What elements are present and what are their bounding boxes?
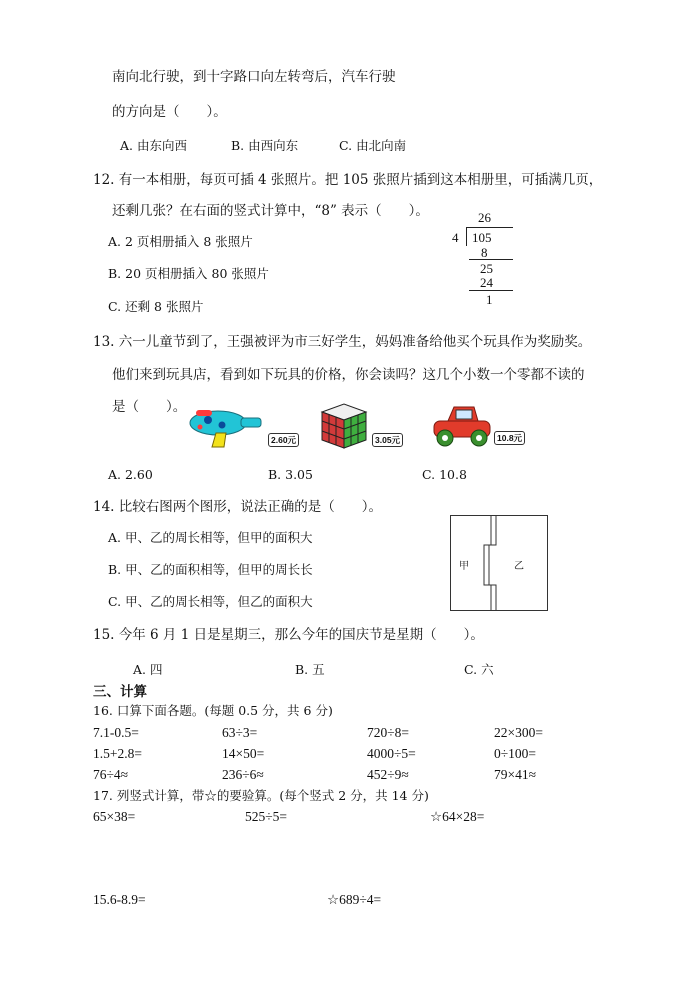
q13-option-b: B. 3.05 <box>268 467 313 482</box>
division-line1 <box>469 259 513 260</box>
division-quotient: 26 <box>478 210 491 225</box>
q11-line1: 南向北行驶，到十字路口向左转弯后，汽车行驶 <box>112 69 396 85</box>
vertical-1-1: 65×38= <box>93 809 136 824</box>
q12-option-b: B. 20 页相册插入 80 张照片 <box>108 266 269 281</box>
q15-option-a: A. 四 <box>133 662 163 677</box>
division-step3: 24 <box>480 275 493 290</box>
q11-option-a: A. 由东向西 <box>120 138 187 153</box>
q15-option-c: C. 六 <box>464 662 494 677</box>
q13-option-c: C. 10.8 <box>422 467 467 482</box>
oral-1-3: 720÷8= <box>367 725 410 740</box>
vertical-1-2: 525÷5= <box>245 809 288 824</box>
q12-line1: 12. 有一本相册，每页可插 4 张照片。把 105 张照片插到这本相册里，可插满几页， <box>93 172 603 188</box>
division-bar <box>467 227 513 228</box>
q14-line1: 14. 比较右图两个图形，说法正确的是（ ）。 <box>93 499 383 515</box>
q15-line1: 15. 今年 6 月 1 日是星期三，那么今年的国庆节是星期（ ）。 <box>93 627 484 643</box>
oral-1-4: 22×300= <box>494 725 543 740</box>
shape-label-jia: 甲 <box>459 561 469 572</box>
oral-3-1: 76÷4≈ <box>93 767 129 782</box>
oral-3-4: 79×41≈ <box>494 767 537 782</box>
vertical-2-2: ☆689÷4= <box>327 892 382 907</box>
division-divisor: 4 <box>452 230 459 245</box>
q11-line2: 的方向是（ ）。 <box>112 104 227 120</box>
rubiks-cube-icon <box>318 400 370 450</box>
toy-car-icon <box>430 401 494 447</box>
division-remainder: 1 <box>486 292 493 307</box>
q14-option-c: C. 甲、乙的周长相等，但乙的面积大 <box>108 594 313 609</box>
q13-line2: 他们来到玩具店，看到如下玩具的价格，你会读吗？这几个小数一个零都不读的 <box>112 367 585 383</box>
q17-title: 17. 列竖式计算，带☆的要验算。(每个竖式 2 分，共 14 分) <box>93 788 429 803</box>
price-tag-water-gun: 2.60元 <box>268 433 299 447</box>
water-gun-icon <box>186 407 268 449</box>
division-bracket <box>466 227 467 246</box>
q16-title: 16. 口算下面各题。(每题 0.5 分，共 6 分) <box>93 703 333 718</box>
oral-3-2: 236÷6≈ <box>222 767 264 782</box>
oral-2-2: 14×50= <box>222 746 265 761</box>
q13-line1: 13. 六一儿童节到了，王强被评为市三好学生，妈妈准备给他买个玩具作为奖励奖。 <box>93 334 592 350</box>
division-dividend: 105 <box>472 230 492 245</box>
oral-2-4: 0÷100= <box>494 746 537 761</box>
q11-option-b: B. 由西向东 <box>231 138 299 153</box>
vertical-2-1: 15.6-8.9= <box>93 892 146 907</box>
q11-option-c: C. 由北向南 <box>339 138 407 153</box>
q12-option-a: A. 2 页相册插入 8 张照片 <box>108 234 253 249</box>
shape-label-yi: 乙 <box>514 561 524 572</box>
q14-option-a: A. 甲、乙的周长相等，但甲的面积大 <box>108 530 313 545</box>
oral-2-3: 4000÷5= <box>367 746 416 761</box>
division-step1: 8 <box>481 245 488 260</box>
q14-option-b: B. 甲、乙的面积相等，但甲的周长长 <box>108 562 313 577</box>
q15-option-b: B. 五 <box>295 662 325 677</box>
division-step2: 25 <box>480 261 493 276</box>
oral-1-1: 7.1-0.5= <box>93 725 139 740</box>
oral-2-1: 1.5+2.8= <box>93 746 142 761</box>
q12-line2: 还剩几张？在右面的竖式计算中，“8” 表示（ ）。 <box>112 203 429 219</box>
price-tag-cube: 3.05元 <box>372 433 403 447</box>
oral-3-3: 452÷9≈ <box>367 767 409 782</box>
price-tag-car: 10.8元 <box>494 431 525 445</box>
oral-1-2: 63÷3= <box>222 725 258 740</box>
vertical-1-3: ☆64×28= <box>430 809 485 824</box>
section-title: 三、计算 <box>93 684 147 700</box>
division-line2 <box>469 290 513 291</box>
q13-line3: 是（ ）。 <box>112 399 187 415</box>
q13-option-a: A. 2.60 <box>108 467 153 482</box>
q12-option-c: C. 还剩 8 张照片 <box>108 299 204 314</box>
